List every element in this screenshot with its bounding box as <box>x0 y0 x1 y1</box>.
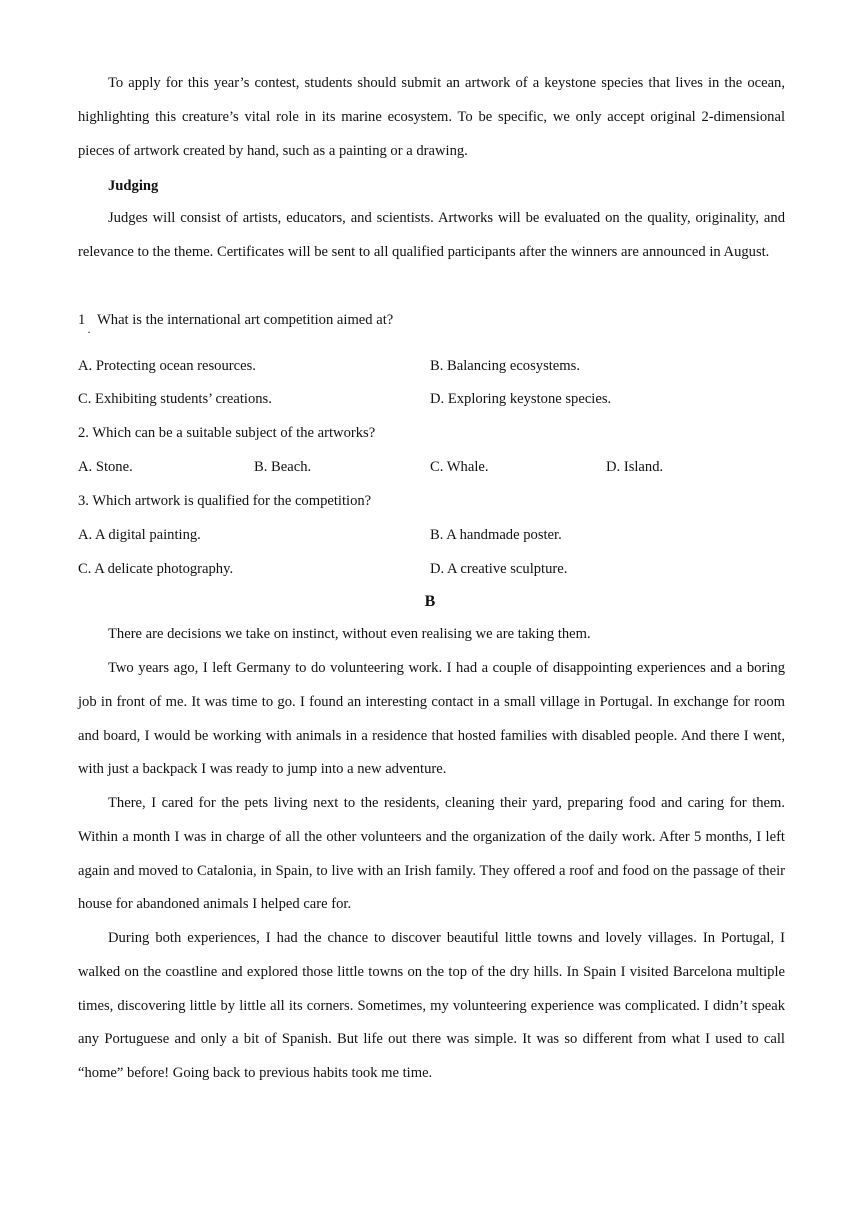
passage-b-paragraph-1: There are decisions we take on instinct, without even realising we are taking them. <box>108 626 591 642</box>
question-1-dot: · <box>87 325 91 339</box>
question-1-number: 1 <box>78 312 86 328</box>
question-2-text: 2. Which can be a suitable subject of the artworks? <box>78 425 376 441</box>
question-3-text: 3. Which artwork is qualified for the competition? <box>78 493 372 509</box>
judging-heading: Judging <box>108 178 159 194</box>
question-2-option-a: A. Stone. <box>78 459 133 475</box>
question-2-option-b: B. Beach. <box>254 459 312 475</box>
question-1-option-d: D. Exploring keystone species. <box>430 391 612 407</box>
question-1-option-b: B. Balancing ecosystems. <box>430 358 580 374</box>
contest-intro-paragraph: To apply for this year’s contest, students should submit an artwork of a keystone species that lives in the ocean, highlighting this creature’s vital role in its marine ecosystem. To be specific, we only accept original 2-dimensional pieces of artwork created by hand, such as a painting or a drawing. <box>78 75 785 159</box>
question-1-option-a: A. Protecting ocean resources. <box>78 358 256 374</box>
judging-paragraph: Judges will consist of artists, educators, and scientists. Artworks will be evaluated on the quality, originality, and relevance to the theme. Certificates will be sent to all qualified participants after the winners are announced in August. <box>78 210 785 260</box>
question-3-option-d: D. A creative sculpture. <box>430 561 568 577</box>
question-1-text: What is the international art competition aimed at? <box>97 312 394 328</box>
section-b-title: B <box>424 593 436 610</box>
question-2-option-d: D. Island. <box>606 459 664 475</box>
passage-b-paragraph-4: During both experiences, I had the chance to discover beautiful little towns and lovely villages. In Portugal, I walked on the coastline and explored those little towns on the top of the dry hills. In Spain I visited Barcelona multiple times, discovering little by little all its corners. Sometimes, my volunteering experience was complicated. I didn’t speak any Portuguese and only a bit of Spanish. But life out there was simple. It was so different from what I used to call “home” before! Going back to previous habits took me time. <box>78 930 785 1082</box>
question-3-option-b: B. A handmade poster. <box>430 527 562 543</box>
passage-b-paragraph-2: Two years ago, I left Germany to do volunteering work. I had a couple of disappointing experiences and a boring job in front of me. It was time to go. I found an interesting contact in a small village in Portugal. In exchange for room and board, I would be working with animals in a residence that hosted families with disabled people. And there I went, with just a backpack I was ready to jump into a new adventure. <box>78 660 785 778</box>
question-3-option-c: C. A delicate photography. <box>78 561 234 577</box>
question-2-option-c: C. Whale. <box>430 459 489 475</box>
passage-b-paragraph-3: There, I cared for the pets living next to the residents, cleaning their yard, preparing food and caring for them. Within a month I was in charge of all the other volunteers and the organization of the daily work. After 5 months, I left again and moved to Catalonia, in Spain, to live with an Irish family. They offered a roof and food on the passage of their house for abandoned animals I helped care for. <box>78 795 785 913</box>
question-1-option-c: C. Exhibiting students’ creations. <box>78 391 272 407</box>
question-3-option-a: A. A digital painting. <box>78 527 201 543</box>
